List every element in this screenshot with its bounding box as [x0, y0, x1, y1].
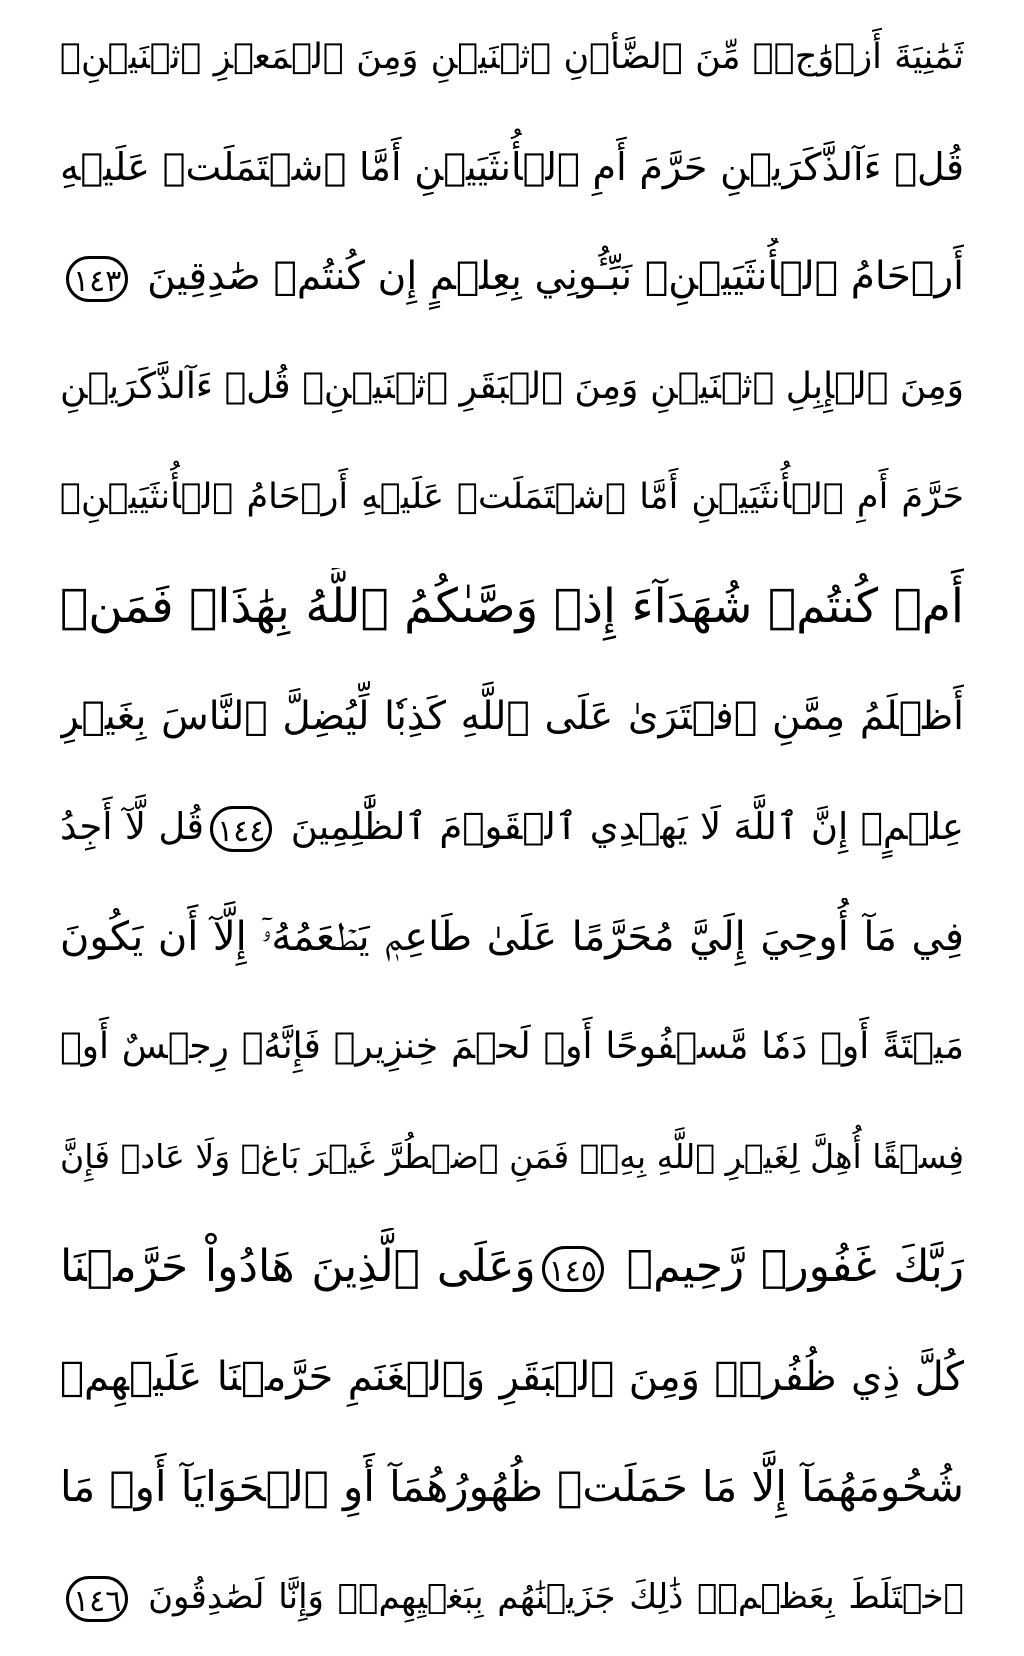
verse-text: أَرۡحَامُ ٱلۡأُنثَيَيۡنِۖ نَبِّـُٔونِي بِعِلۡمٍ إِن كُنتُمۡ صَٰدِقِينَ [147, 254, 964, 299]
text-line [60, 18, 964, 96]
text-line [60, 1008, 964, 1086]
verse-text: وَمِنَ ٱلۡإِبِلِ ٱثۡنَيۡنِ وَمِنَ ٱلۡبَقَرِ ٱثۡنَيۡنِۗ قُلۡ ءَآلذَّكَرَيۡنِ [60, 366, 964, 407]
text-line [60, 568, 964, 646]
text-line [60, 1448, 964, 1526]
ayah-number-marker: ١٤٤ [210, 806, 272, 852]
verse-text: ٱخۡتَلَطَ بِعَظۡمٖۚ ذَٰلِكَ جَزَيۡنَٰهُم بِبَغۡيِهِمۡۖ وَإِنَّا لَصَٰدِقُونَ [148, 1577, 964, 1617]
text-line [60, 128, 964, 206]
verse-text: ثَمَٰنِيَةَ أَزۡوَٰجٖۖ مِّنَ ٱلضَّأۡنِ ٱثۡنَيۡنِ وَمِنَ ٱلۡمَعۡزِ ٱثۡنَيۡنِۗ [60, 37, 964, 77]
verse-text: فِسۡقًا أُهِلَّ لِغَيۡرِ ٱللَّهِ بِهِۦۚ فَمَنِ ٱضۡطُرَّ غَيۡرَ بَاغٖ وَلَا عَادٖ فَإِنَّ [60, 1137, 964, 1176]
ayah-number-marker: ١٤٣ [66, 256, 128, 302]
verse-text: فِي مَآ أُوحِيَ إِلَيَّ مُحَرَّمًا عَلَىٰ طَاعِمٖ يَطۡعَمُهُۥٓ إِلَّآ أَن يَكُونَ [60, 914, 964, 960]
verse-text: وَعَلَى ٱلَّذِينَ هَادُواْ حَرَّمۡنَا [60, 1241, 536, 1292]
text-line [60, 1338, 964, 1416]
text-line [60, 1118, 964, 1196]
ayah-number-marker: ١٤٦ [66, 1576, 128, 1622]
verse-text: رَبَّكَ غَفُورٞ رَّحِيمٞ [626, 1241, 964, 1292]
ayah-number-marker: ١٤٥ [542, 1246, 604, 1292]
verse-text: شُحُومَهُمَآ إِلَّا مَا حَمَلَتۡ ظُهُورُهُمَآ أَوِ ٱلۡحَوَايَآ أَوۡ مَا [60, 1462, 964, 1511]
verse-text: أَمۡ كُنتُمۡ شُهَدَآءَ إِذۡ وَصَّىٰكُمُ ٱللَّهُ بِهَٰذَاۚ فَمَنۡ [60, 579, 964, 634]
text-line [60, 1558, 964, 1636]
text-line [60, 678, 964, 756]
text-line [60, 348, 964, 426]
text-line [60, 898, 964, 976]
verse-text: عِلۡمٍۚ إِنَّ ٱللَّهَ لَا يَهۡدِي ٱلۡقَوۡمَ ٱلظَّٰلِمِينَ [290, 805, 964, 848]
text-line [60, 1228, 964, 1306]
verse-text: قُلۡ ءَآلذَّكَرَيۡنِ حَرَّمَ أَمِ ٱلۡأُنثَيَيۡنِ أَمَّا ٱشۡتَمَلَتۡ عَلَيۡهِ [60, 145, 964, 189]
text-line [60, 238, 964, 316]
text-line [60, 458, 964, 536]
text-line [60, 788, 964, 866]
verse-text: مَيۡتَةً أَوۡ دَمٗا مَّسۡفُوحًا أَوۡ لَحۡمَ خِنزِيرٖ فَإِنَّهُۥ رِجۡسٌ أَوۡ [60, 1026, 964, 1067]
verse-text: حَرَّمَ أَمِ ٱلۡأُنثَيَيۡنِ أَمَّا ٱشۡتَمَلَتۡ عَلَيۡهِ أَرۡحَامُ ٱلۡأُنثَيَيۡنِۖ [60, 477, 964, 517]
verse-text: قُل لَّآ أَجِدُ [60, 805, 205, 848]
verse-text: كُلَّ ذِي ظُفُرٖۖ وَمِنَ ٱلۡبَقَرِ وَٱلۡغَنَمِ حَرَّمۡنَا عَلَيۡهِمۡ [60, 1354, 964, 1400]
text-lines [60, 18, 964, 1636]
verse-text: أَظۡلَمُ مِمَّنِ ٱفۡتَرَىٰ عَلَى ٱللَّهِ كَذِبٗا لِّيُضِلَّ ٱلنَّاسَ بِغَيۡرِ [60, 694, 964, 739]
